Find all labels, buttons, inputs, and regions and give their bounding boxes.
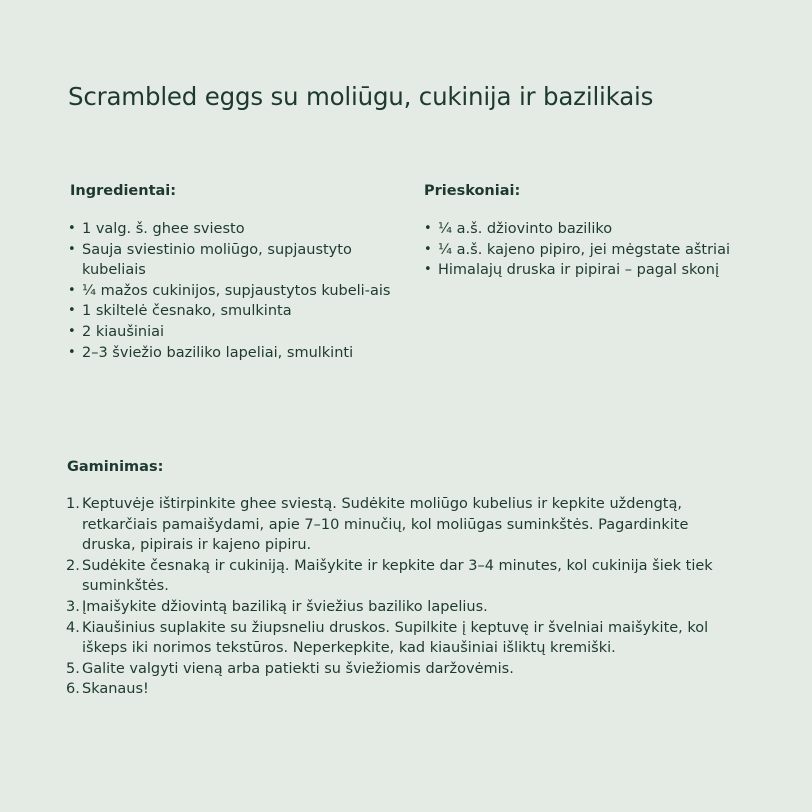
list-item: [68, 281, 398, 302]
step-item: [66, 659, 736, 680]
step-item: [66, 618, 736, 659]
bullet-icon: •: [424, 241, 432, 257]
step-item: [66, 494, 736, 556]
spices-heading: Prieskoniai:: [424, 183, 521, 199]
list-item: [424, 240, 774, 261]
ingredient-text: Sauja sviestinio moliūgo, supjaustyto kubeliais: [82, 241, 352, 279]
bullet-icon: •: [68, 241, 76, 257]
list-item: [68, 301, 398, 322]
step-item: [66, 679, 736, 700]
ingredients-heading: Ingredientai:: [70, 183, 177, 199]
list-item: [424, 260, 774, 281]
step-number: 2.: [66, 557, 80, 574]
step-text: Įmaišykite džiovintą baziliką ir šviežius baziliko lapelius.: [82, 598, 488, 615]
step-number: 5.: [66, 660, 80, 677]
step-text: Sudėkite česnaką ir cukiniją. Maišykite ir kepkite dar 3–4 minutes, kol cukinija šiek tiek suminkštės.: [82, 557, 713, 595]
bullet-icon: •: [68, 282, 76, 298]
bullet-icon: •: [424, 262, 432, 278]
spices-list: [424, 219, 774, 281]
ingredient-text: 1 skiltelė česnako, smulkinta: [82, 303, 292, 320]
ingredients-list: [68, 219, 398, 363]
step-text: Skanaus!: [82, 681, 149, 698]
step-item: [66, 556, 736, 597]
bullet-icon: •: [68, 344, 76, 360]
list-item: [68, 240, 398, 281]
steps-heading: Gaminimas:: [67, 459, 164, 475]
ingredient-text: 1 valg. š. ghee sviesto: [82, 221, 245, 237]
list-item: [68, 322, 398, 343]
ingredient-text: 2–3 šviežio baziliko lapeliai, smulkinti: [82, 344, 354, 361]
steps-list: [66, 494, 736, 700]
step-text: Galite valgyti vieną arba patiekti su šviežiomis daržovėmis.: [82, 660, 514, 677]
list-item: [68, 343, 398, 364]
step-number: 6.: [66, 681, 80, 698]
step-item: [66, 597, 736, 618]
bullet-icon: •: [68, 323, 76, 339]
spice-text: ¼ a.š. kajeno pipiro, jei mėgstate aštriai: [438, 241, 730, 258]
list-item: [424, 219, 774, 240]
bullet-icon: •: [424, 221, 432, 236]
step-number: 3.: [66, 598, 80, 615]
recipe-title: Scrambled eggs su moliūgu, cukinija ir bazilikais: [68, 82, 654, 111]
list-item: [68, 219, 398, 240]
ingredient-text: 2 kiaušiniai: [82, 323, 165, 340]
ingredient-text: ¼ mažos cukinijos, supjaustytos kubeli-ais: [82, 282, 391, 299]
spice-text: ¼ a.š. džiovinto baziliko: [438, 221, 613, 237]
step-text: Keptuvėje ištirpinkite ghee sviestą. Sudėkite moliūgo kubelius ir kepkite uždengtą, retkarčiais pamaišydami, apie 7–10 minučių, kol moliūgas suminkštės. Pagardinkite druska, pipirais ir kajeno pipiru.: [82, 496, 689, 554]
step-number: 1.: [66, 496, 80, 512]
spice-text: Himalajų druska ir pipirai – pagal skonį: [438, 262, 719, 279]
step-number: 4.: [66, 619, 80, 636]
bullet-icon: •: [68, 221, 76, 236]
step-text: Kiaušinius suplakite su žiupsneliu druskos. Supilkite į keptuvę ir švelniai maišykite, kol iškeps iki norimos tekstūros. Neperkepkite, kad kiaušiniai išliktų kremiški.: [82, 619, 709, 657]
bullet-icon: •: [68, 303, 76, 319]
